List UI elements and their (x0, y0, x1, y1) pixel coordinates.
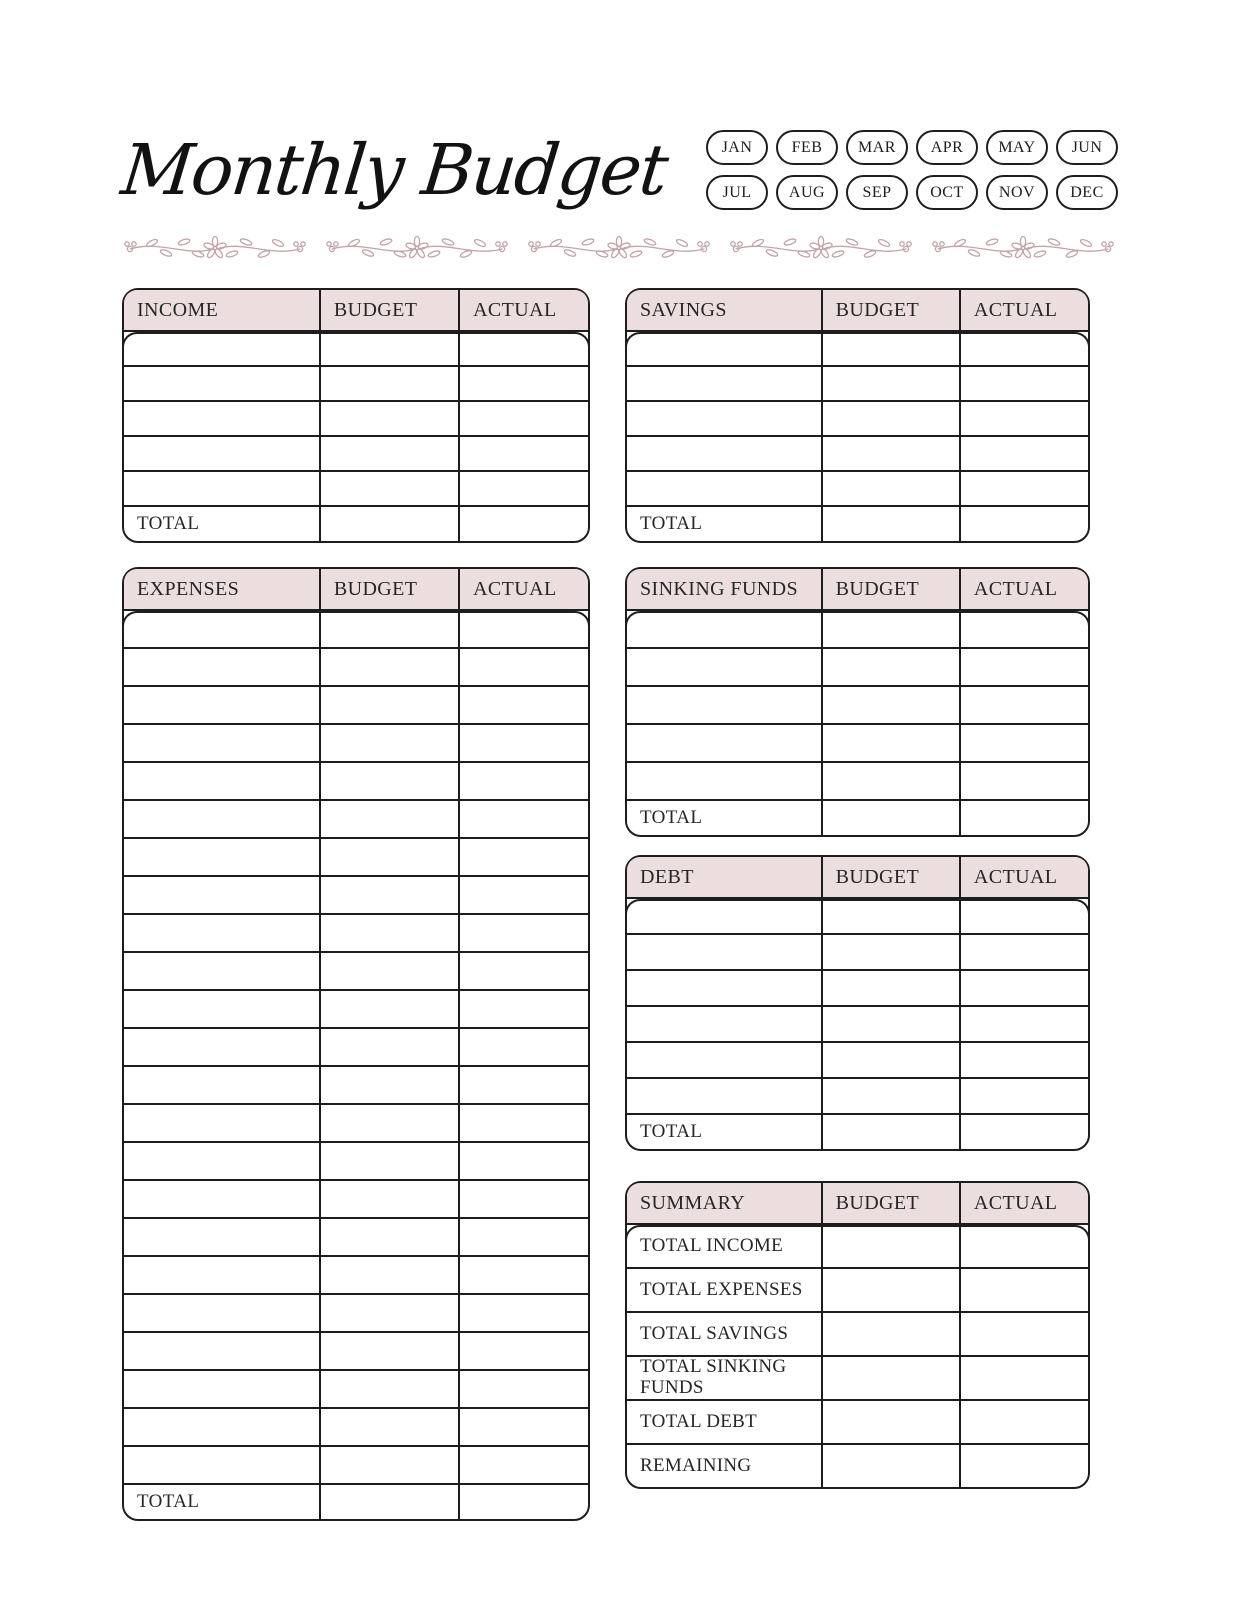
empty-cell (319, 763, 458, 799)
empty-cell (627, 725, 821, 761)
empty-cell (319, 1181, 458, 1217)
empty-cell (458, 953, 588, 989)
page-title: Monthly Budget (117, 129, 671, 211)
empty-cell (627, 649, 821, 685)
actual-column-header: ACTUAL (959, 1183, 1088, 1223)
summary-budget-cell (821, 1313, 959, 1355)
empty-cell (959, 472, 1088, 505)
empty-cell (124, 1409, 319, 1445)
savings-table-body (627, 332, 1088, 505)
empty-row (124, 1067, 588, 1105)
empty-row (124, 1371, 588, 1409)
savings-table (625, 288, 1090, 543)
empty-row (124, 687, 588, 725)
empty-cell (821, 1007, 959, 1041)
expenses-title-header: EXPENSES (137, 577, 240, 600)
month-pill-apr[interactable]: APR (916, 130, 978, 165)
empty-cell (821, 649, 959, 685)
sinking-funds-table-header (627, 569, 1088, 611)
floral-vine-icon (122, 232, 308, 264)
empty-cell (458, 801, 588, 837)
empty-row (627, 899, 1088, 935)
debt-total-row (627, 1113, 1088, 1149)
empty-cell (124, 877, 319, 913)
empty-row (627, 402, 1088, 437)
empty-cell (821, 332, 959, 365)
empty-row (627, 332, 1088, 367)
actual-column-header: ACTUAL (959, 569, 1088, 609)
empty-cell (124, 611, 319, 647)
total-actual-cell (458, 507, 588, 541)
income-title-header: INCOME (137, 298, 219, 321)
empty-row (124, 877, 588, 915)
empty-row (627, 649, 1088, 687)
empty-cell (458, 367, 588, 400)
summary-row-label: REMAINING (640, 1454, 752, 1476)
total-label: TOTAL (640, 807, 703, 828)
right-column (625, 288, 1090, 1489)
empty-cell (319, 877, 458, 913)
empty-cell (458, 1257, 588, 1293)
empty-cell (458, 915, 588, 951)
actual-column-header: ACTUAL (959, 857, 1088, 897)
empty-cell (959, 899, 1088, 933)
total-budget-cell (319, 1485, 458, 1519)
summary-actual-cell (959, 1269, 1088, 1311)
empty-cell (458, 877, 588, 913)
empty-cell (627, 332, 821, 365)
empty-row (627, 472, 1088, 505)
month-pill-feb[interactable]: FEB (776, 130, 838, 165)
empty-cell (458, 437, 588, 470)
empty-row (124, 1181, 588, 1219)
empty-cell (821, 899, 959, 933)
month-pill-sep[interactable]: SEP (846, 175, 908, 210)
empty-row (627, 611, 1088, 649)
empty-cell (959, 935, 1088, 969)
budget-column-header: BUDGET (821, 857, 959, 897)
empty-row (124, 1143, 588, 1181)
empty-row (124, 1333, 588, 1371)
empty-cell (959, 649, 1088, 685)
empty-cell (124, 1067, 319, 1103)
empty-cell (627, 971, 821, 1005)
empty-cell (959, 402, 1088, 435)
empty-cell (124, 991, 319, 1027)
empty-cell (319, 1295, 458, 1331)
empty-cell (319, 1447, 458, 1483)
expenses-total-row (124, 1483, 588, 1519)
empty-cell (959, 611, 1088, 647)
empty-cell (627, 402, 821, 435)
empty-cell (319, 687, 458, 723)
empty-cell (319, 1105, 458, 1141)
empty-row (124, 1105, 588, 1143)
empty-cell (124, 1181, 319, 1217)
month-pill-oct[interactable]: OCT (916, 175, 978, 210)
empty-row (124, 725, 588, 763)
empty-cell (319, 915, 458, 951)
budget-column-header: BUDGET (319, 569, 458, 609)
empty-row (124, 1447, 588, 1483)
budget-column-header: BUDGET (319, 290, 458, 330)
empty-cell (319, 1257, 458, 1293)
empty-cell (124, 402, 319, 435)
empty-row (124, 1409, 588, 1447)
empty-cell (319, 367, 458, 400)
empty-row (124, 953, 588, 991)
empty-cell (319, 801, 458, 837)
debt-table (625, 855, 1090, 1151)
summary-row-total-savings (627, 1313, 1088, 1357)
empty-cell (821, 763, 959, 799)
empty-cell (627, 367, 821, 400)
total-label: TOTAL (640, 1121, 703, 1142)
empty-cell (959, 1079, 1088, 1113)
total-label: TOTAL (640, 513, 703, 534)
empty-cell (959, 725, 1088, 761)
empty-cell (627, 1079, 821, 1113)
empty-cell (627, 687, 821, 723)
page-header (117, 118, 1118, 222)
empty-cell (319, 1029, 458, 1065)
empty-cell (821, 1043, 959, 1077)
savings-table-header (627, 290, 1088, 332)
empty-cell (124, 472, 319, 505)
empty-cell (124, 367, 319, 400)
floral-vine-icon (728, 232, 914, 264)
summary-row-label: TOTAL SINKING FUNDS (640, 1356, 787, 1398)
summary-row-label: TOTAL DEBT (640, 1410, 758, 1432)
empty-row (627, 687, 1088, 725)
empty-cell (124, 725, 319, 761)
empty-row (124, 367, 588, 402)
debt-table-body (627, 899, 1088, 1113)
empty-cell (458, 1029, 588, 1065)
empty-cell (959, 1043, 1088, 1077)
empty-cell (124, 1371, 319, 1407)
empty-cell (458, 1295, 588, 1331)
empty-row (124, 611, 588, 649)
total-budget-cell (821, 507, 959, 541)
empty-cell (821, 687, 959, 723)
empty-cell (124, 839, 319, 875)
empty-cell (627, 611, 821, 647)
empty-cell (627, 1007, 821, 1041)
content-columns (122, 288, 1118, 1521)
summary-row-label: TOTAL INCOME (640, 1234, 783, 1256)
empty-cell (959, 763, 1088, 799)
budget-column-header: BUDGET (821, 290, 959, 330)
income-total-row (124, 505, 588, 541)
empty-cell (124, 763, 319, 799)
empty-cell (821, 402, 959, 435)
empty-cell (821, 935, 959, 969)
empty-cell (319, 649, 458, 685)
empty-cell (319, 402, 458, 435)
expenses-table-body (124, 611, 588, 1483)
summary-row-label: TOTAL SAVINGS (640, 1322, 789, 1344)
empty-cell (627, 935, 821, 969)
empty-row (124, 915, 588, 953)
left-column (122, 288, 590, 1521)
empty-cell (124, 649, 319, 685)
floral-vine-icon (930, 232, 1116, 264)
empty-row (627, 935, 1088, 971)
empty-cell (458, 1143, 588, 1179)
empty-row (124, 1257, 588, 1295)
income-table-body (124, 332, 588, 505)
month-pill-jul[interactable]: JUL (706, 175, 768, 210)
empty-row (124, 332, 588, 367)
empty-cell (124, 1257, 319, 1293)
empty-cell (458, 1333, 588, 1369)
budget-column-header: BUDGET (821, 1183, 959, 1223)
total-label: TOTAL (137, 513, 200, 534)
empty-cell (627, 437, 821, 470)
summary-budget-cell (821, 1401, 959, 1443)
empty-cell (319, 1409, 458, 1445)
empty-cell (458, 991, 588, 1027)
empty-cell (124, 437, 319, 470)
floral-vine-icon (324, 232, 510, 264)
empty-cell (124, 1333, 319, 1369)
expenses-table (122, 567, 590, 1521)
total-label: TOTAL (137, 1491, 200, 1512)
floral-vine-icon (526, 232, 712, 264)
summary-row-label: TOTAL EXPENSES (640, 1278, 803, 1300)
total-budget-cell (821, 801, 959, 835)
empty-row (627, 1007, 1088, 1043)
month-pill-jan[interactable]: JAN (706, 130, 768, 165)
summary-table (625, 1181, 1090, 1489)
empty-cell (959, 332, 1088, 365)
empty-cell (319, 332, 458, 365)
empty-cell (627, 472, 821, 505)
empty-cell (959, 367, 1088, 400)
savings-title-header: SAVINGS (640, 298, 727, 321)
empty-row (627, 725, 1088, 763)
empty-cell (458, 332, 588, 365)
empty-cell (319, 1333, 458, 1369)
empty-cell (319, 1371, 458, 1407)
summary-actual-cell (959, 1445, 1088, 1487)
empty-cell (821, 971, 959, 1005)
month-pill-dec[interactable]: DEC (1056, 175, 1118, 210)
empty-row (124, 1295, 588, 1333)
floral-divider (122, 232, 1116, 264)
empty-cell (319, 437, 458, 470)
empty-cell (458, 472, 588, 505)
empty-cell (124, 1029, 319, 1065)
empty-cell (627, 899, 821, 933)
summary-actual-cell (959, 1401, 1088, 1443)
month-pill-mar[interactable]: MAR (846, 130, 908, 165)
empty-cell (319, 1143, 458, 1179)
summary-row-total-sinking-funds (627, 1357, 1088, 1401)
empty-cell (458, 687, 588, 723)
empty-cell (458, 839, 588, 875)
empty-cell (821, 472, 959, 505)
empty-row (124, 991, 588, 1029)
empty-row (124, 437, 588, 472)
summary-row-total-debt (627, 1401, 1088, 1445)
empty-cell (458, 402, 588, 435)
actual-column-header: ACTUAL (959, 290, 1088, 330)
empty-cell (458, 725, 588, 761)
month-pill-may[interactable]: MAY (986, 130, 1048, 165)
empty-cell (959, 687, 1088, 723)
empty-row (124, 649, 588, 687)
summary-title-header: SUMMARY (640, 1191, 746, 1214)
summary-budget-cell (821, 1225, 959, 1267)
empty-cell (319, 953, 458, 989)
empty-cell (959, 437, 1088, 470)
empty-cell (124, 1143, 319, 1179)
empty-cell (319, 611, 458, 647)
empty-cell (458, 649, 588, 685)
actual-column-header: ACTUAL (458, 290, 588, 330)
expenses-table-header (124, 569, 588, 611)
sinking-funds-total-row (627, 799, 1088, 835)
month-pill-aug[interactable]: AUG (776, 175, 838, 210)
empty-row (627, 1079, 1088, 1113)
income-table-header (124, 290, 588, 332)
empty-cell (124, 1105, 319, 1141)
empty-cell (319, 725, 458, 761)
actual-column-header: ACTUAL (458, 569, 588, 609)
sinking-funds-table (625, 567, 1090, 837)
empty-cell (319, 472, 458, 505)
empty-cell (319, 839, 458, 875)
total-actual-cell (959, 507, 1088, 541)
empty-cell (124, 953, 319, 989)
summary-row-total-income (627, 1225, 1088, 1269)
sinking-funds-title-header: SINKING FUNDS (640, 577, 798, 600)
empty-cell (821, 1079, 959, 1113)
summary-budget-cell (821, 1269, 959, 1311)
empty-row (627, 437, 1088, 472)
empty-row (124, 472, 588, 505)
total-actual-cell (458, 1485, 588, 1519)
empty-row (124, 1219, 588, 1257)
total-actual-cell (959, 1115, 1088, 1149)
debt-title-header: DEBT (640, 865, 694, 888)
empty-cell (124, 1295, 319, 1331)
month-pill-nov[interactable]: NOV (986, 175, 1048, 210)
total-budget-cell (319, 507, 458, 541)
empty-cell (959, 1007, 1088, 1041)
empty-cell (458, 1371, 588, 1407)
month-pill-jun[interactable]: JUN (1056, 130, 1118, 165)
empty-row (124, 402, 588, 437)
empty-cell (458, 611, 588, 647)
empty-cell (458, 1181, 588, 1217)
summary-table-body (627, 1225, 1088, 1487)
summary-actual-cell (959, 1313, 1088, 1355)
debt-table-header (627, 857, 1088, 899)
empty-row (627, 1043, 1088, 1079)
empty-row (124, 763, 588, 801)
empty-cell (124, 687, 319, 723)
empty-cell (124, 801, 319, 837)
empty-row (627, 763, 1088, 799)
empty-row (124, 839, 588, 877)
empty-cell (821, 725, 959, 761)
empty-cell (458, 1067, 588, 1103)
summary-row-total-expenses (627, 1269, 1088, 1313)
empty-cell (458, 1219, 588, 1255)
summary-budget-cell (821, 1357, 959, 1399)
total-actual-cell (959, 801, 1088, 835)
total-budget-cell (821, 1115, 959, 1149)
empty-cell (124, 1219, 319, 1255)
empty-cell (458, 763, 588, 799)
month-selector (706, 130, 1118, 210)
empty-cell (458, 1409, 588, 1445)
empty-cell (821, 367, 959, 400)
empty-cell (821, 437, 959, 470)
empty-cell (124, 1447, 319, 1483)
empty-cell (124, 332, 319, 365)
empty-cell (627, 763, 821, 799)
savings-total-row (627, 505, 1088, 541)
income-table (122, 288, 590, 543)
empty-cell (821, 611, 959, 647)
empty-cell (319, 1067, 458, 1103)
empty-row (627, 367, 1088, 402)
summary-row-remaining (627, 1445, 1088, 1487)
summary-table-header (627, 1183, 1088, 1225)
summary-actual-cell (959, 1357, 1088, 1399)
empty-row (124, 1029, 588, 1067)
sinking-funds-table-body (627, 611, 1088, 799)
summary-budget-cell (821, 1445, 959, 1487)
empty-row (627, 971, 1088, 1007)
empty-cell (458, 1447, 588, 1483)
empty-row (124, 801, 588, 839)
empty-cell (319, 991, 458, 1027)
summary-actual-cell (959, 1225, 1088, 1267)
empty-cell (627, 1043, 821, 1077)
empty-cell (959, 971, 1088, 1005)
empty-cell (458, 1105, 588, 1141)
empty-cell (319, 1219, 458, 1255)
budget-column-header: BUDGET (821, 569, 959, 609)
empty-cell (124, 915, 319, 951)
